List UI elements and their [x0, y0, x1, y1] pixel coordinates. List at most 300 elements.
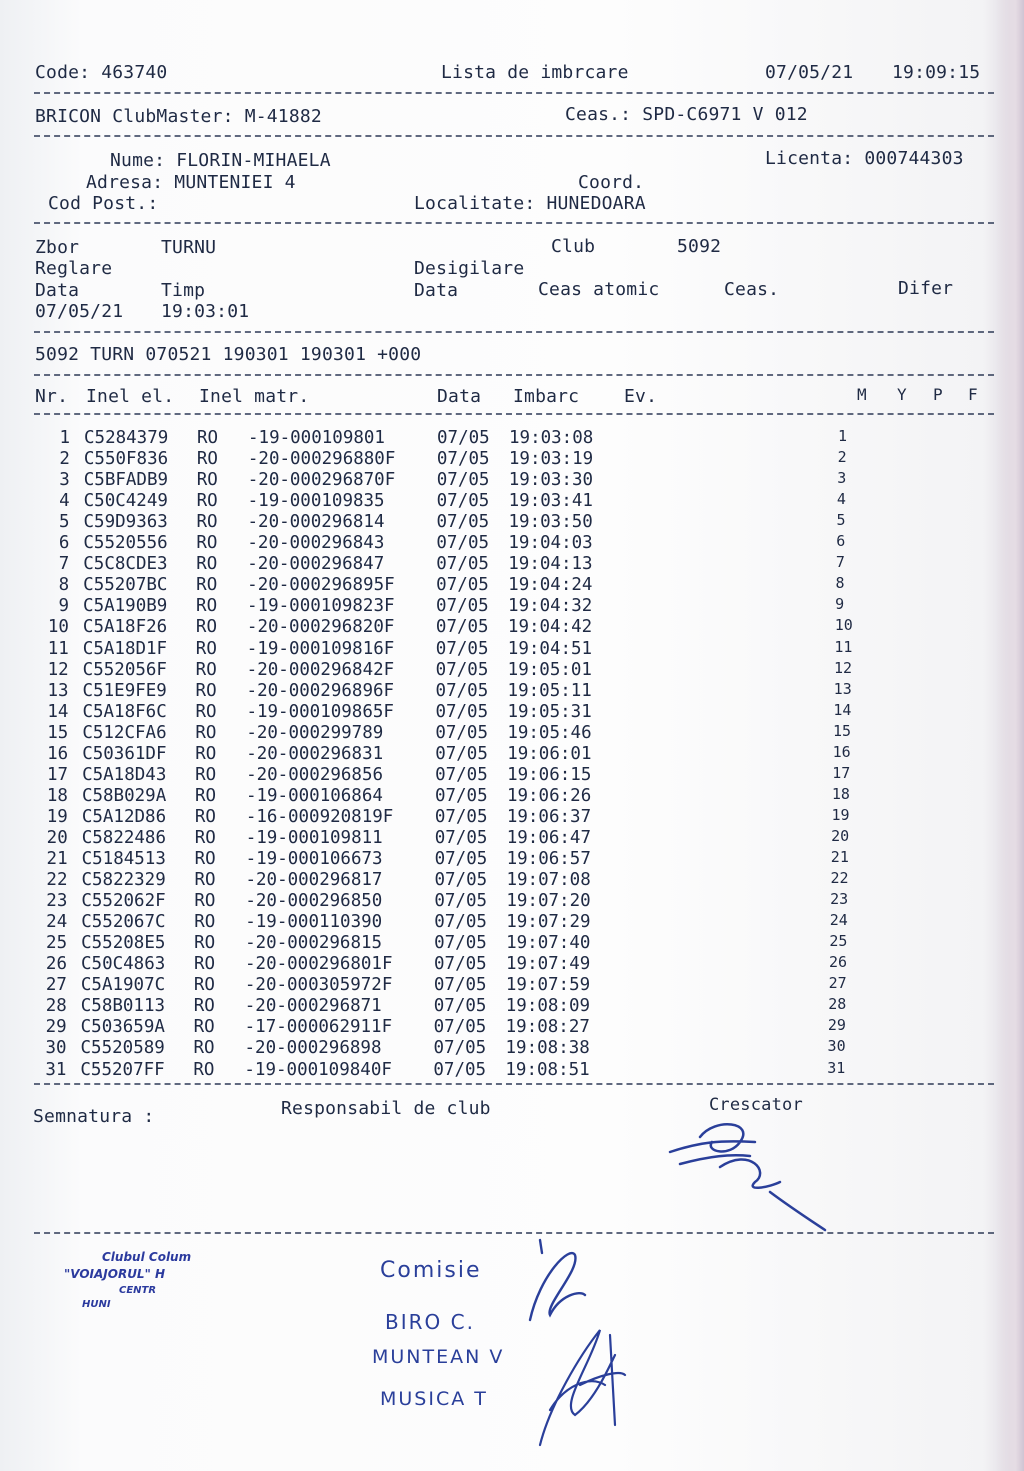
- separator: [34, 1083, 994, 1085]
- row-date: 07/05: [435, 680, 489, 701]
- row-inel-matr: -20-000296870F: [247, 470, 396, 491]
- table-row: [0, 891, 1000, 912]
- row-inel-el: C5822486: [81, 827, 167, 848]
- table-row: [0, 765, 1000, 786]
- row-m: 30: [827, 1037, 846, 1056]
- row-country: RO: [193, 1017, 215, 1038]
- row-inel-el: C50C4249: [83, 491, 168, 512]
- row-inel-matr: -20-000299789: [246, 722, 384, 743]
- row-time: 19:04:42: [507, 617, 593, 638]
- col-nr: Nr.: [35, 386, 69, 407]
- print-time: 19:09:15: [892, 62, 981, 83]
- table-row: [0, 744, 1000, 765]
- handwritten-name-3: MUSICA T: [380, 1388, 488, 1410]
- row-time: 19:06:15: [507, 764, 592, 785]
- row-date: 07/05: [434, 827, 488, 848]
- row-time: 19:03:19: [508, 449, 594, 470]
- row-time: 19:04:24: [508, 575, 593, 596]
- row-inel-matr: -20-000305972F: [244, 975, 393, 996]
- row-country: RO: [194, 933, 216, 954]
- row-country: RO: [195, 743, 217, 764]
- table-row: [0, 786, 1000, 807]
- row-nr: 25: [46, 933, 68, 954]
- row-time: 19:04:51: [507, 638, 593, 659]
- row-country: RO: [194, 891, 216, 912]
- data2-label: Data: [414, 280, 459, 301]
- row-time: 19:07:08: [506, 870, 591, 891]
- row-nr: 29: [45, 1017, 67, 1038]
- row-country: RO: [196, 596, 218, 617]
- atomic-clock-label: Ceas atomic: [538, 279, 660, 300]
- row-nr: 14: [47, 701, 69, 722]
- row-m: 27: [828, 974, 847, 993]
- row-date: 07/05: [437, 428, 490, 448]
- row-date: 07/05: [435, 764, 488, 785]
- row-date: 07/05: [436, 575, 489, 596]
- row-date: 07/05: [433, 1059, 487, 1080]
- row-date: 07/05: [433, 996, 487, 1017]
- row-inel-el: C550F836: [83, 449, 169, 470]
- row-country: RO: [196, 491, 218, 512]
- table-row: [0, 807, 1000, 828]
- row-inel-el: C503659A: [80, 1017, 165, 1038]
- row-country: RO: [193, 975, 215, 996]
- row-m: 4: [836, 490, 846, 509]
- table-row: [0, 996, 1000, 1017]
- row-inel-el: C58B0113: [80, 996, 166, 1017]
- clock-id: Ceas.: SPD-C6971 V 012: [565, 104, 808, 125]
- row-time: 19:05:46: [507, 722, 592, 743]
- clock-label: Ceas.: [724, 279, 780, 300]
- row-nr: 16: [47, 743, 69, 764]
- stamp-line-3: CENTR: [119, 1285, 157, 1296]
- stamp-line-1: Clubul Colum: [102, 1250, 192, 1264]
- row-nr: 5: [58, 512, 70, 533]
- row-m: 8: [835, 574, 845, 593]
- row-m: 3: [837, 469, 847, 488]
- row-inel-matr: -17-000062911F: [244, 1017, 393, 1038]
- club-responsible-label: Responsabil de club: [281, 1098, 491, 1119]
- row-nr: 11: [47, 638, 69, 659]
- row-inel-el: C5A1907C: [80, 975, 166, 996]
- row-m: 21: [830, 848, 849, 866]
- row-inel-matr: -20-000296820F: [246, 617, 395, 638]
- row-time: 19:04:13: [508, 554, 593, 575]
- row-country: RO: [195, 764, 217, 785]
- table-row: [0, 491, 1000, 512]
- row-m: 25: [829, 932, 848, 951]
- row-country: RO: [194, 785, 217, 806]
- row-m: 17: [832, 763, 851, 782]
- row-m: 10: [834, 616, 853, 635]
- col-ev: Ev.: [624, 386, 658, 407]
- row-nr: 31: [45, 1059, 67, 1080]
- row-m: 23: [830, 890, 849, 909]
- row-nr: 3: [59, 470, 70, 491]
- row-inel-matr: -19-000110390: [245, 912, 383, 933]
- row-country: RO: [194, 954, 216, 975]
- desigilare-label: Desigilare: [414, 258, 525, 279]
- table-row: [0, 639, 1000, 660]
- signature-label: Semnatura :: [33, 1106, 155, 1127]
- row-inel-el: C50361DF: [82, 743, 167, 764]
- col-y: Y: [897, 385, 907, 404]
- row-country: RO: [194, 870, 216, 891]
- row-time: 19:06:26: [506, 785, 592, 806]
- club-label: Club: [551, 236, 596, 257]
- row-date: 07/05: [433, 975, 487, 996]
- row-country: RO: [193, 1059, 215, 1080]
- row-nr: 8: [58, 575, 70, 596]
- row-country: RO: [195, 638, 217, 659]
- row-nr: 23: [46, 891, 68, 912]
- row-time: 19:06:37: [506, 806, 592, 827]
- separator: [34, 374, 994, 376]
- row-nr: 26: [45, 954, 67, 975]
- row-inel-matr: -19-000109823F: [247, 596, 395, 617]
- row-m: 19: [831, 805, 850, 824]
- row-inel-el: C5822329: [81, 870, 166, 891]
- row-inel-el: C5A18D1F: [82, 638, 168, 659]
- row-date: 07/05: [435, 617, 489, 638]
- summary-line: 5092 TURN 070521 190301 190301 +000: [35, 344, 422, 365]
- table-row: [0, 596, 1000, 617]
- row-country: RO: [196, 512, 218, 533]
- row-inel-el: C5520556: [83, 533, 168, 554]
- row-inel-el: C552062F: [81, 891, 166, 912]
- row-country: RO: [194, 827, 216, 848]
- row-inel-el: C5A18F26: [82, 617, 168, 638]
- row-inel-el: C552067C: [81, 912, 166, 933]
- table-row: [0, 912, 1000, 933]
- row-m: 16: [832, 742, 851, 761]
- separator: [34, 222, 994, 224]
- row-nr: 28: [45, 996, 67, 1017]
- row-date: 07/05: [433, 1017, 487, 1038]
- row-time: 19:07:49: [506, 954, 591, 975]
- row-inel-matr: -19-000109801: [248, 428, 385, 448]
- row-inel-matr: -20-000296817: [245, 870, 383, 891]
- row-m: 7: [835, 553, 845, 572]
- row-date: 07/05: [434, 954, 487, 975]
- table-row: [0, 449, 1000, 470]
- row-inel-matr: -20-000296856: [246, 764, 384, 785]
- row-inel-el: C5C8CDE3: [83, 554, 168, 575]
- row-country: RO: [196, 449, 218, 470]
- row-nr: 2: [59, 449, 70, 470]
- row-date: 07/05: [436, 533, 490, 554]
- row-inel-matr: -20-000296843: [247, 533, 385, 554]
- handwritten-name-1: BIRO C.: [385, 1310, 475, 1334]
- row-m: 5: [836, 511, 846, 530]
- table-row: [0, 723, 1000, 744]
- row-country: RO: [196, 533, 218, 554]
- row-inel-el: C5A18F6C: [82, 701, 167, 722]
- row-m: 6: [836, 532, 846, 551]
- row-date: 07/05: [436, 554, 489, 575]
- row-country: RO: [195, 680, 217, 701]
- row-nr: 27: [45, 975, 67, 996]
- row-inel-el: C58B029A: [81, 785, 167, 806]
- row-country: RO: [197, 428, 219, 448]
- row-time: 19:07:59: [505, 975, 591, 996]
- row-inel-matr: -20-000296871: [244, 996, 382, 1017]
- col-inel-matr: Inel matr.: [199, 386, 310, 407]
- stamp-line-2: "VOIAJORUL" H: [64, 1267, 166, 1281]
- table-row: [0, 1038, 1000, 1059]
- row-m: 24: [829, 911, 848, 930]
- locality: Localitate: HUNEDOARA: [414, 193, 646, 214]
- row-m: 12: [834, 658, 853, 677]
- row-m: 9: [835, 595, 845, 614]
- row-date: 07/05: [433, 1038, 487, 1059]
- row-time: 19:08:09: [505, 996, 591, 1017]
- row-time: 19:04:03: [508, 533, 593, 554]
- reglare-date: 07/05/21: [35, 301, 124, 322]
- row-time: 19:03:08: [509, 428, 594, 448]
- table-row: [0, 512, 1000, 533]
- row-inel-el: C5A18D43: [82, 764, 167, 785]
- row-date: 07/05: [436, 596, 489, 617]
- row-date: 07/05: [435, 701, 489, 722]
- data-label: Data: [35, 280, 80, 301]
- row-inel-matr: -19-000109840F: [244, 1059, 392, 1080]
- row-inel-el: C5284379: [84, 428, 169, 448]
- table-row: [0, 470, 1000, 491]
- row-inel-matr: -20-000296801F: [245, 954, 393, 975]
- row-inel-matr: -20-000296895F: [247, 575, 395, 596]
- row-m: 20: [831, 826, 850, 845]
- timp-label: Timp: [161, 280, 206, 301]
- print-date: 07/05/21: [765, 62, 854, 83]
- col-p: P: [933, 385, 943, 404]
- row-inel-matr: -20-000296896F: [246, 680, 395, 701]
- row-nr: 9: [58, 596, 70, 617]
- owner-name: Nume: FLORIN-MIHAELA: [110, 150, 331, 171]
- row-inel-matr: -20-000296831: [246, 743, 384, 764]
- row-time: 19:03:50: [508, 512, 593, 533]
- row-inel-matr: -16-000920819F: [245, 806, 394, 827]
- col-data: Data: [437, 386, 482, 407]
- table-row: [0, 954, 1000, 975]
- row-m: 31: [827, 1058, 846, 1077]
- row-country: RO: [195, 701, 217, 722]
- paper-edge-shadow: [996, 0, 1024, 1471]
- row-time: 19:06:47: [506, 827, 592, 848]
- table-row: [0, 702, 1000, 723]
- row-date: 07/05: [434, 891, 488, 912]
- row-date: 07/05: [435, 743, 488, 764]
- row-time: 19:07:29: [506, 912, 591, 933]
- row-m: 13: [833, 679, 852, 698]
- handwritten-commission: Comisie: [380, 1258, 482, 1283]
- table-row: [0, 1060, 1000, 1081]
- row-inel-matr: -20-000296850: [245, 891, 383, 912]
- row-date: 07/05: [435, 638, 489, 659]
- row-nr: 4: [59, 491, 70, 512]
- stamp-line-4: HUNI: [82, 1299, 111, 1310]
- row-inel-matr: -19-000109811: [245, 827, 383, 848]
- row-date: 07/05: [434, 785, 488, 806]
- row-country: RO: [193, 996, 215, 1017]
- table-row: [0, 849, 1000, 870]
- row-country: RO: [195, 659, 217, 680]
- row-inel-el: C51E9FE9: [82, 680, 167, 701]
- table-row: [0, 975, 1000, 996]
- row-inel-matr: -20-000296880F: [247, 449, 396, 470]
- breeder-signature: [660, 1112, 840, 1237]
- row-time: 19:06:01: [507, 743, 592, 764]
- row-nr: 22: [46, 870, 68, 891]
- row-country: RO: [194, 806, 216, 827]
- row-time: 19:05:01: [507, 659, 592, 680]
- club-stamp: [64, 1250, 234, 1330]
- row-nr: 15: [47, 722, 69, 743]
- row-inel-el: C55207FF: [80, 1059, 165, 1080]
- row-inel-el: C512CFA6: [82, 722, 167, 743]
- handwritten-name-2: MUNTEAN V: [372, 1346, 505, 1368]
- license: Licenta: 000744303: [765, 148, 964, 169]
- coord-label: Coord.: [578, 172, 645, 193]
- flight-label: Zbor: [35, 237, 80, 258]
- row-inel-matr: -19-000106673: [245, 849, 383, 869]
- row-inel-el: C50C4863: [81, 954, 166, 975]
- row-nr: 7: [58, 554, 70, 575]
- col-m: M: [857, 385, 867, 404]
- separator: [34, 135, 994, 137]
- row-time: 19:05:31: [507, 701, 592, 722]
- table-row: [0, 575, 1000, 596]
- row-date: 07/05: [435, 722, 488, 743]
- row-country: RO: [193, 1038, 215, 1059]
- row-inel-el: C5184513: [81, 849, 166, 869]
- row-nr: 6: [58, 533, 70, 554]
- row-m: 11: [834, 637, 853, 656]
- row-inel-matr: -19-000109816F: [246, 638, 395, 659]
- row-country: RO: [195, 722, 217, 743]
- reglare-label: Reglare: [35, 258, 113, 279]
- postal-code: Cod Post.:: [48, 193, 159, 214]
- separator: [34, 92, 994, 94]
- row-nr: 18: [46, 785, 68, 806]
- row-time: 19:03:41: [508, 491, 593, 512]
- row-date: 07/05: [436, 449, 490, 470]
- table-row: [0, 660, 1000, 681]
- row-nr: 21: [46, 849, 68, 869]
- col-f: F: [968, 385, 978, 404]
- row-time: 19:04:32: [508, 596, 593, 617]
- row-time: 19:07:40: [506, 933, 591, 954]
- row-nr: 17: [47, 764, 69, 785]
- row-inel-el: C59D9363: [83, 512, 168, 533]
- row-inel-matr: -19-000106864: [245, 785, 383, 806]
- table-row: [0, 933, 1000, 954]
- commission-signatures: [520, 1235, 640, 1455]
- row-date: 07/05: [436, 512, 490, 533]
- row-m: 29: [827, 1016, 846, 1035]
- flight-value: TURNU: [161, 237, 217, 258]
- club-value: 5092: [677, 236, 722, 257]
- row-date: 07/05: [434, 849, 488, 869]
- row-date: 07/05: [434, 806, 488, 827]
- difference-label: Difer: [898, 278, 954, 299]
- breeder-label: Crescator: [709, 1095, 803, 1115]
- row-country: RO: [194, 912, 216, 933]
- row-time: 19:08:38: [505, 1038, 590, 1059]
- row-time: 19:06:57: [506, 849, 591, 869]
- table-row: [0, 554, 1000, 575]
- separator: [34, 331, 994, 333]
- row-inel-matr: -20-000296814: [247, 512, 385, 533]
- row-time: 19:08:51: [505, 1059, 590, 1080]
- table-row: [0, 681, 1000, 702]
- row-date: 07/05: [434, 912, 487, 933]
- row-nr: 10: [47, 617, 69, 638]
- reglare-time: 19:03:01: [161, 301, 250, 322]
- row-nr: 20: [46, 827, 68, 848]
- row-inel-matr: -20-000296898: [244, 1038, 382, 1059]
- row-nr: 19: [46, 806, 68, 827]
- row-inel-matr: -19-000109865F: [246, 701, 394, 722]
- row-inel-matr: -20-000296815: [245, 933, 383, 954]
- row-date: 07/05: [434, 870, 488, 891]
- table-row: [0, 533, 1000, 554]
- row-m: 14: [833, 700, 852, 719]
- table-row: [0, 828, 1000, 849]
- row-nr: 13: [47, 680, 69, 701]
- row-inel-el: C5BFADB9: [83, 470, 169, 491]
- row-country: RO: [196, 470, 218, 491]
- row-m: 15: [832, 721, 852, 740]
- row-inel-matr: -20-000296842F: [246, 659, 395, 680]
- row-country: RO: [195, 617, 217, 638]
- row-inel-el: C55208E5: [81, 933, 166, 954]
- row-inel-matr: -19-000109835: [247, 491, 385, 512]
- row-m: 22: [830, 869, 849, 888]
- clubmaster-id: BRICON ClubMaster: M-41882: [35, 106, 322, 127]
- row-nr: 12: [47, 659, 69, 680]
- separator: [34, 413, 994, 415]
- row-m: 2: [837, 448, 847, 467]
- row-inel-matr: -20-000296847: [247, 554, 385, 575]
- row-m: 18: [831, 784, 850, 803]
- table-row: [0, 870, 1000, 891]
- row-inel-el: C5A12D86: [81, 806, 167, 827]
- row-nr: 24: [46, 912, 68, 933]
- owner-address: Adresa: MUNTENIEI 4: [86, 172, 296, 193]
- document-title: Lista de imbrcare: [441, 62, 629, 83]
- row-m: 28: [828, 995, 847, 1014]
- col-inel-el: Inel el.: [86, 386, 175, 407]
- row-date: 07/05: [436, 470, 490, 491]
- row-inel-el: C5A190B9: [83, 596, 168, 617]
- row-date: 07/05: [435, 659, 489, 680]
- table-row: [0, 1017, 1000, 1038]
- code-label: Code: 463740: [35, 62, 168, 83]
- col-imbarc: Imbarc: [513, 386, 580, 407]
- row-time: 19:05:11: [507, 680, 592, 701]
- row-m: 1: [838, 427, 848, 445]
- row-time: 19:03:30: [508, 470, 594, 491]
- row-country: RO: [194, 849, 216, 869]
- row-time: 19:08:27: [505, 1017, 590, 1038]
- row-country: RO: [196, 575, 218, 596]
- row-inel-el: C5520589: [80, 1038, 165, 1059]
- table-row: [0, 617, 1000, 638]
- row-time: 19:07:20: [506, 891, 591, 912]
- row-m: 26: [829, 953, 848, 972]
- row-date: 07/05: [436, 491, 490, 512]
